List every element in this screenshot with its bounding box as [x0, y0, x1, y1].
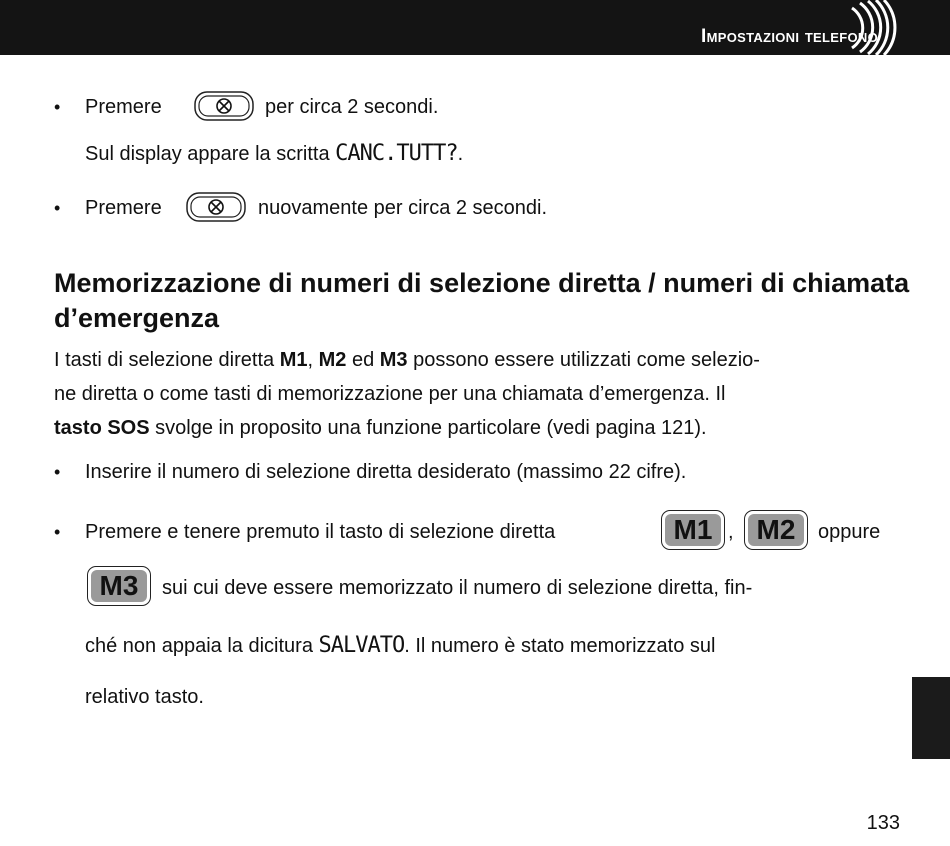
m2-key-icon [744, 510, 808, 550]
para-bold: M1 [279, 349, 308, 371]
step-text: per circa 2 secondi. [265, 96, 439, 118]
bullet: • [54, 97, 61, 117]
display-prefix: Sul display appare la scritta [85, 143, 336, 165]
m1-key-icon [661, 510, 725, 550]
lcd-text: SALVATO [318, 633, 405, 658]
step-text: , [728, 521, 734, 543]
para-bold: M2 [318, 349, 347, 371]
chapter-tab [912, 677, 950, 759]
para-text: possono essere utilizzati come selezio- [407, 349, 760, 371]
para-bold: tasto SOS [54, 417, 150, 439]
step-text: relativo tasto. [85, 686, 204, 708]
para-text: I tasti di selezione diretta [54, 349, 280, 371]
step-text-part: . Il numero è stato memorizzato sul [404, 635, 716, 657]
para-text: , [307, 349, 319, 371]
section-heading: Memorizzazione di numeri di selezione diretta / numeri di chiamata d’emergenza [54, 268, 910, 333]
step-text: Premere [85, 96, 162, 118]
step-text: Premere [85, 197, 162, 219]
step-text: Inserire il numero di selezione diretta desiderato (massimo 22 cifre). [85, 461, 687, 483]
cancel-key-icon [194, 91, 254, 121]
step-text-part: ché non appaia la dicitura [85, 635, 319, 657]
para-text: ed [346, 349, 380, 371]
bullet: • [54, 522, 61, 542]
m3-key-icon [87, 566, 151, 606]
display-suffix: . [457, 143, 464, 165]
paragraph-line [54, 418, 707, 438]
para-bold: M3 [379, 349, 408, 371]
m3-key-label: M3 [91, 570, 147, 602]
step-text: nuovamente per circa 2 secondi. [258, 197, 548, 219]
paragraph-line: ne diretta o come tasti di memorizzazione per una chiamata d’emergenza. Il [54, 383, 726, 405]
step-text [85, 635, 715, 657]
m1-key-label: M1 [665, 514, 721, 546]
display-line [85, 143, 463, 165]
header-title: Impostazioni telefono [701, 26, 878, 47]
paragraph-line [54, 350, 760, 370]
cancel-key-icon [186, 192, 246, 222]
para-text: svolge in proposito una funzione particolare (vedi pagina 121). [149, 417, 707, 439]
step-text: sui cui deve essere memorizzato il numero di selezione diretta, fin- [162, 577, 753, 599]
bullet: • [54, 462, 61, 482]
m2-key-label: M2 [748, 514, 804, 546]
wave-arcs-icon [844, 0, 904, 55]
step-text: oppure [818, 521, 881, 543]
bullet: • [54, 198, 61, 218]
page-number: 133 [866, 812, 900, 834]
lcd-text: CANC.TUTT? [335, 141, 458, 166]
step-text: Premere e tenere premuto il tasto di selezione diretta [85, 521, 556, 543]
